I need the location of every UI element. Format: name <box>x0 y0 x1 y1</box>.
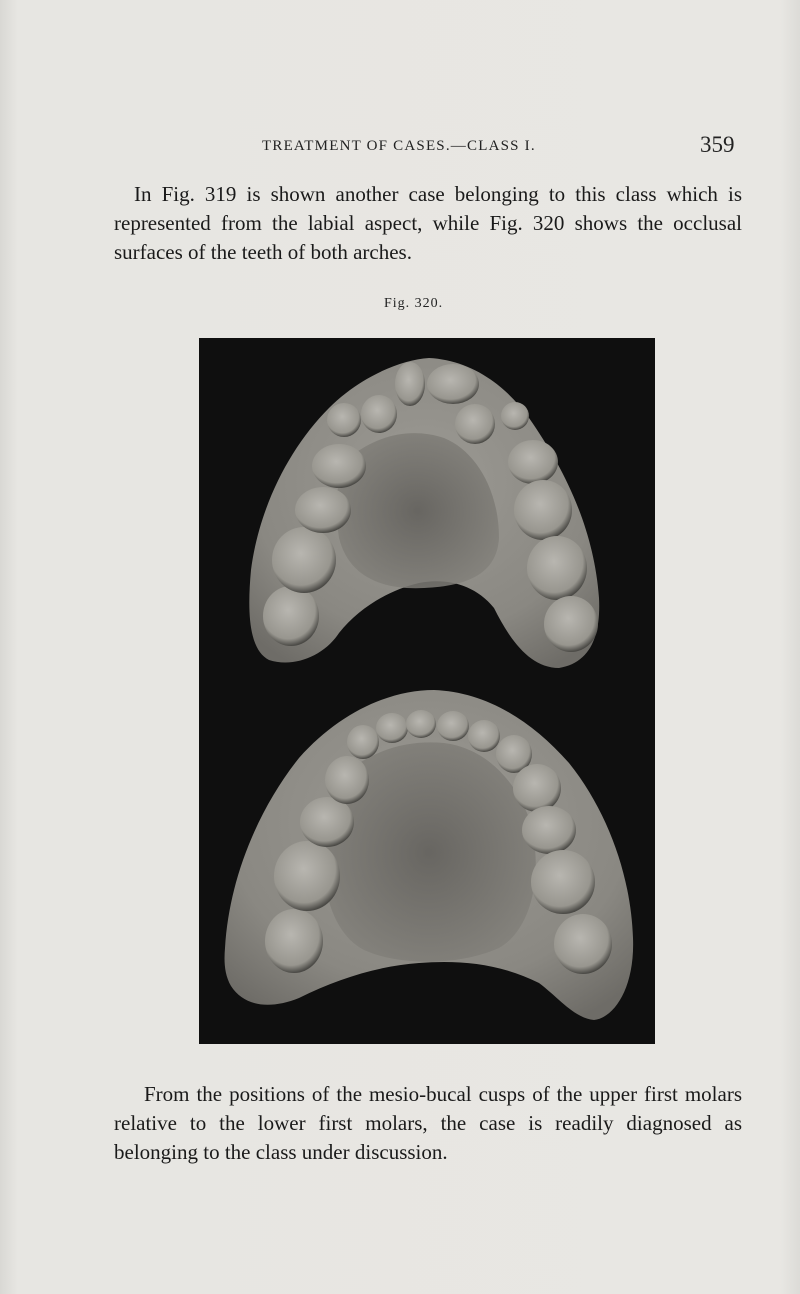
running-head: TREATMENT OF CASES.—CLASS I. <box>262 138 536 154</box>
paragraph-intro: In Fig. 319 is shown another case belonging to this class which is represented from the labial aspect, while Fig. 320 shows the occlusal surfaces of the teeth of both arches. <box>114 182 742 264</box>
upper-arch-cast <box>249 358 599 668</box>
dental-casts-photograph <box>199 338 655 1044</box>
paragraph-diagnosis: From the positions of the mesio-bucal cusps of the upper first molars relative to the lower first molars, the case is readily diagnosed as belonging to the class under discussion. <box>114 1082 742 1164</box>
figure-label: Fig. 320. <box>384 296 444 311</box>
dental-casts-image <box>199 338 655 1044</box>
page-number: 359 <box>700 132 735 157</box>
lower-arch-cast <box>225 690 634 1020</box>
